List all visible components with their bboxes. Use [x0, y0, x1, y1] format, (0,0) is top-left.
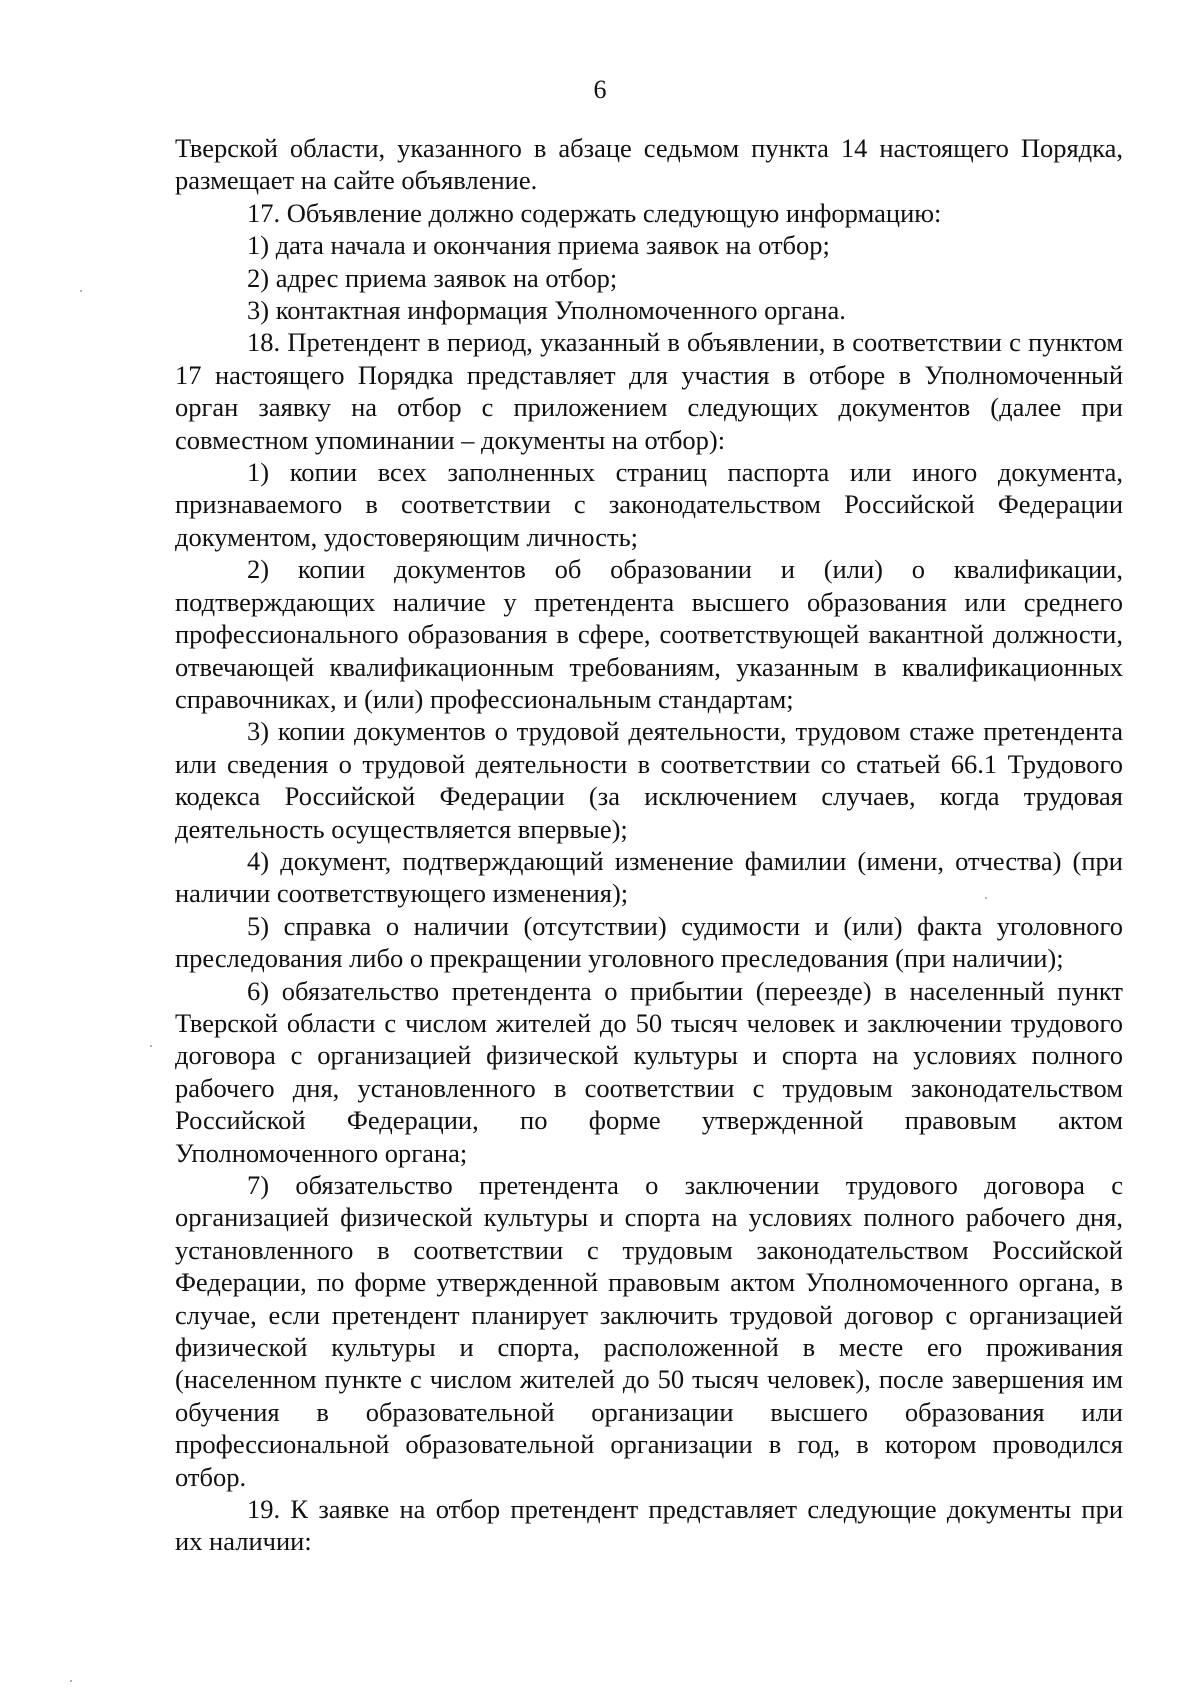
paragraph-continuation: Тверской области, указанного в абзаце седьмом пункта 14 настоящего Порядка, размещает на сайте объявление. [175, 133, 1123, 196]
scan-speck [70, 1680, 72, 1682]
paragraph-18-subitem-6: 6) обязательство претендента о прибытии (переезде) в населенный пункт Тверской области с числом жителей до 50 тысяч человек и заключении трудового договора с организацией физической культуры и спорта на условиях полного рабочего дня, установленного в соответствии с трудовым законодательством Российской Федерации, по форме утвержденной правовым актом Уполномоченного органа; [175, 975, 1123, 1168]
paragraph-18-subitem-3: 3) копии документов о трудовой деятельности, трудовом стаже претендента или сведения о трудовой деятельности в соответствии со статьей 66.1 Трудового кодекса Российской Федерации (за исключением случаев, когда трудовая деятельность осуществляется впервые); [175, 716, 1123, 844]
paragraph-18-subitem-4: 4) документ, подтверждающий изменение фамилии (имени, отчества) (при наличии соответствующего изменения); [175, 845, 1123, 909]
paragraph-17-subitem-1: 1) дата начала и окончания приема заявок на отбор; [247, 230, 830, 261]
paragraph-18-subitem-1: 1) копии всех заполненных страниц паспорта или иного документа, признаваемого в соответствии с законодательством Российской Федерации документом, удостоверяющим личность; [175, 457, 1123, 552]
paragraph-18-subitem-7: 7) обязательство претендента о заключении трудового договора с организацией физической культуры и спорта на условиях полного рабочего дня, установленного в соответствии с трудовым законодательством Российской Федерации, по форме утвержденной правовым актом Уполномоченного органа, в случае, если претендент планирует заключить трудовой договор с организацией физической культуры и спорта, расположенной в месте его проживания (населенном пункте с числом жителей до 50 тысяч человек), после завершения им обучения в образовательной организации высшего образования или профессиональной образовательной организации в год, в котором проводился отбор. [175, 1170, 1123, 1492]
document-body [175, 132, 1123, 1558]
scan-speck [150, 1045, 152, 1047]
scan-speck [80, 290, 82, 292]
scan-speck [985, 897, 987, 899]
paragraph-18-subitem-5: 5) справка о наличии (отсутствии) судимости и (или) факта уголовного преследования либо о прекращении уголовного преследования (при наличии); [175, 910, 1123, 974]
paragraph-item-17: 17. Объявление должно содержать следующую информацию: [247, 197, 942, 228]
page-number: 6 [593, 75, 607, 104]
paragraph-17-subitem-2: 2) адрес приема заявок на отбор; [247, 262, 618, 293]
paragraph-18-subitem-2: 2) копии документов об образовании и (или) о квалификации, подтверждающих наличие у претендента высшего образования или среднего профессионального образования в сфере, соответствующей вакантной должности, отвечающей квалификационным требованиям, указанным в квалификационных справочниках, и (или) профессиональным стандартам; [175, 554, 1123, 714]
paragraph-item-18: 18. Претендент в период, указанный в объявлении, в соответствии с пунктом 17 настоящего Порядка представляет для участия в отборе в Уполномоченный орган заявку на отбор с приложением следующих документов (далее при совместном упоминании – документы на отбор): [175, 327, 1123, 455]
paragraph-item-19: 19. К заявке на отбор претендент представляет следующие документы при их наличии: [175, 1494, 1123, 1557]
paragraph-17-subitem-3: 3) контактная информация Уполномоченного органа. [247, 295, 846, 326]
